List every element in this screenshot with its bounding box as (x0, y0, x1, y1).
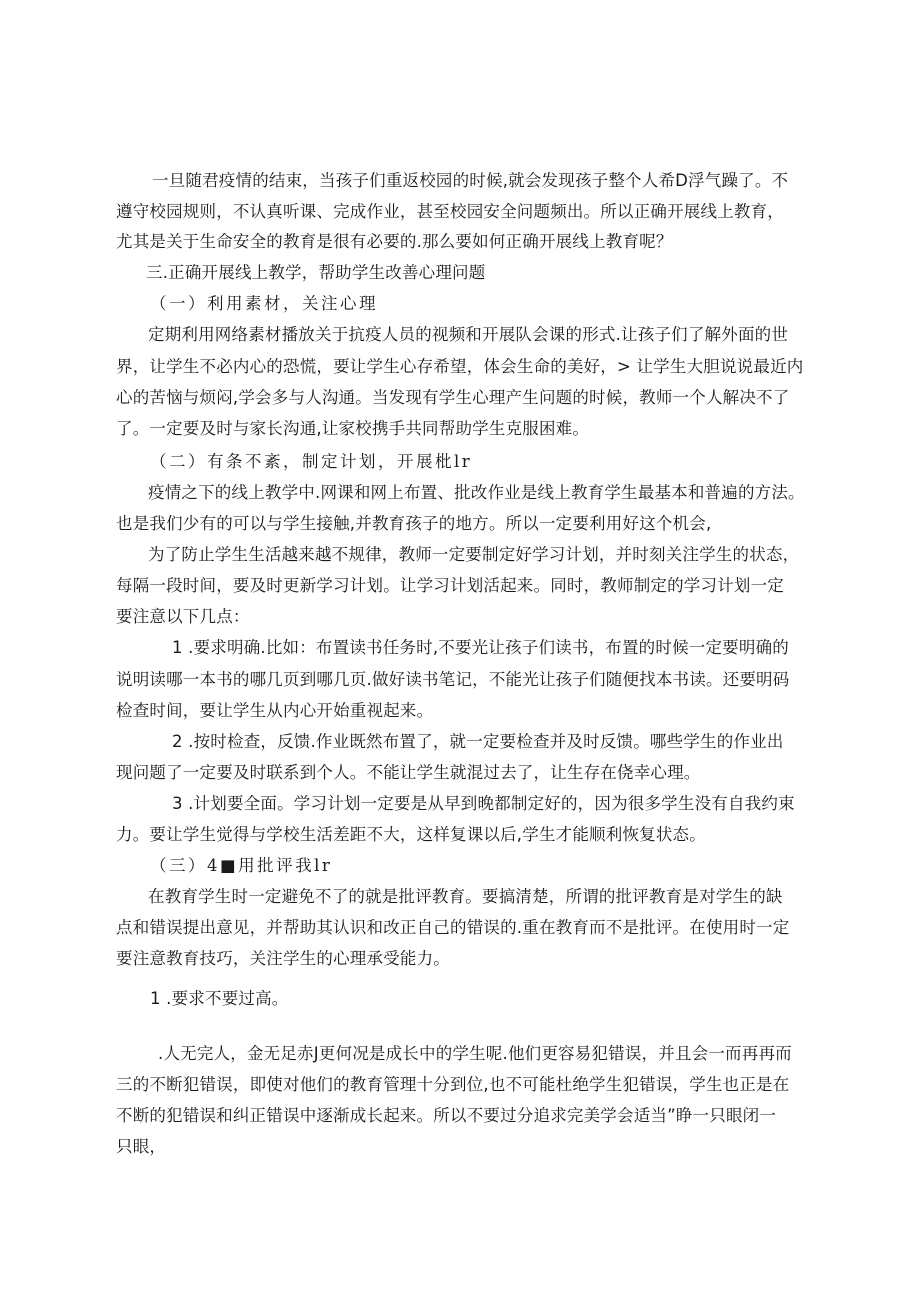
subsection-heading: （二）有条不紊，制定计划，开展枇lr (150, 452, 473, 471)
paragraph-line: 定期利用网络素材播放关于抗疫人员的视频和开展队会课的形式.让孩子们了解外面的世 (148, 325, 789, 344)
paragraph-line: 点和错误提出意见，并帮助其认识和改正自己的错误的.重在教育而不是批评。在使用时一定 (116, 918, 790, 937)
paragraph-line: 现问题了一定要及时联系到个人。不能让学生就混过去了，让生存在侥幸心理。 (116, 763, 701, 782)
paragraph-line: 要注意教育技巧，关注学生的心理承受能力。 (116, 949, 450, 968)
paragraph-line: 检查时间，要让学生从内心开始重视起来。 (116, 701, 434, 720)
list-item-line: 2 .按时检查，反馈.作业既然布置了，就一定要检查并及时反馈。哪些学生的作业出 (172, 732, 784, 751)
paragraph-line: .人无完人，金无足赤J更何况是成长中的学生呢.他们更容易犯错误，并且会一而再再而 (158, 1044, 792, 1063)
paragraph-line: 要注意以下几点： (116, 607, 250, 626)
paragraph-line: 遵守校园规则，不认真听课、完成作业，甚至校园安全问题频出。所以正确开展线上教育， (116, 202, 784, 221)
paragraph-line: 在教育学生时一定避免不了的就是批评教育。要搞清楚，所谓的批评教育是对学生的缺 (148, 887, 783, 906)
list-item-line: 1 .要求不要过高。 (150, 989, 289, 1008)
paragraph-line: 为了防止学生生活越来越不规律，教师一定要制定好学习计划，并时刻关注学生的状态， (148, 545, 800, 564)
list-item-line: 1 .要求明确.比如：布置读书任务时,不要光让孩子们读书，布置的时候一定要明确的 (172, 638, 789, 657)
paragraph-line: 也是我们少有的可以与学生接触,并教育孩子的地方。所以一定要利用好这个机会, (116, 514, 712, 533)
paragraph-line: 一旦随君疫情的结束，当孩子们重返校园的时候,就会发现孩子整个人希D浮气躁了。不 (152, 171, 789, 190)
subsection-heading: （一）利用素材，关注心理 (150, 294, 378, 313)
paragraph-line: 只眼， (116, 1137, 167, 1156)
paragraph-line: 疫情之下的线上教学中.网课和网上布置、批改作业是线上教育学生最基本和普遍的方法。 (148, 483, 805, 502)
paragraph-line: 尤其是关于生命安全的教育是很有必要的.那么要如何正确开展线上教育呢？ (116, 232, 673, 251)
paragraph-line: 力。要让学生觉得与学校生活差距不大，这样复课以后,学生才能顺利恢复状态。 (116, 825, 706, 844)
paragraph-line: 三的不断犯错误，即使对他们的教育管理十分到位,也不可能杜绝学生犯错误，学生也正是在 (116, 1075, 790, 1094)
section-heading: 三.正确开展线上教学，帮助学生改善心理问题 (146, 263, 486, 282)
paragraph-line: 了。一定要及时与家长沟通,让家校携手共同帮助学生克服困难。 (116, 419, 590, 438)
paragraph-line: 每隔一段时间，要及时更新学习计划。让学习计划活起来。同时，教师制定的学习计划一定 (116, 576, 784, 595)
paragraph-line: 说明读哪一本书的哪几页到哪几页.做好读书笔记，不能光让孩子们随便找本书读。还要明码 (116, 670, 790, 689)
paragraph-line: 界，让学生不必内心的恐慌，要让学生心存希望，体会生命的美好，> 让学生大胆说说最近内 (116, 357, 804, 376)
subsection-heading: （三）4■用批评我lr (150, 856, 333, 875)
paragraph-line: 不断的犯错误和纠正错误中逐渐成长起来。所以不要过分追求完美学会适当”睁一只眼闭一 (116, 1106, 777, 1125)
list-item-line: 3 .计划要全面。学习计划一定要是从早到晚都制定好的，因为很多学生没有自我约束 (172, 794, 795, 813)
paragraph-line: 心的苦恼与烦闷,学会多与人沟通。当发现有学生心理产生问题的时候，教师一个人解决不了 (116, 388, 790, 407)
